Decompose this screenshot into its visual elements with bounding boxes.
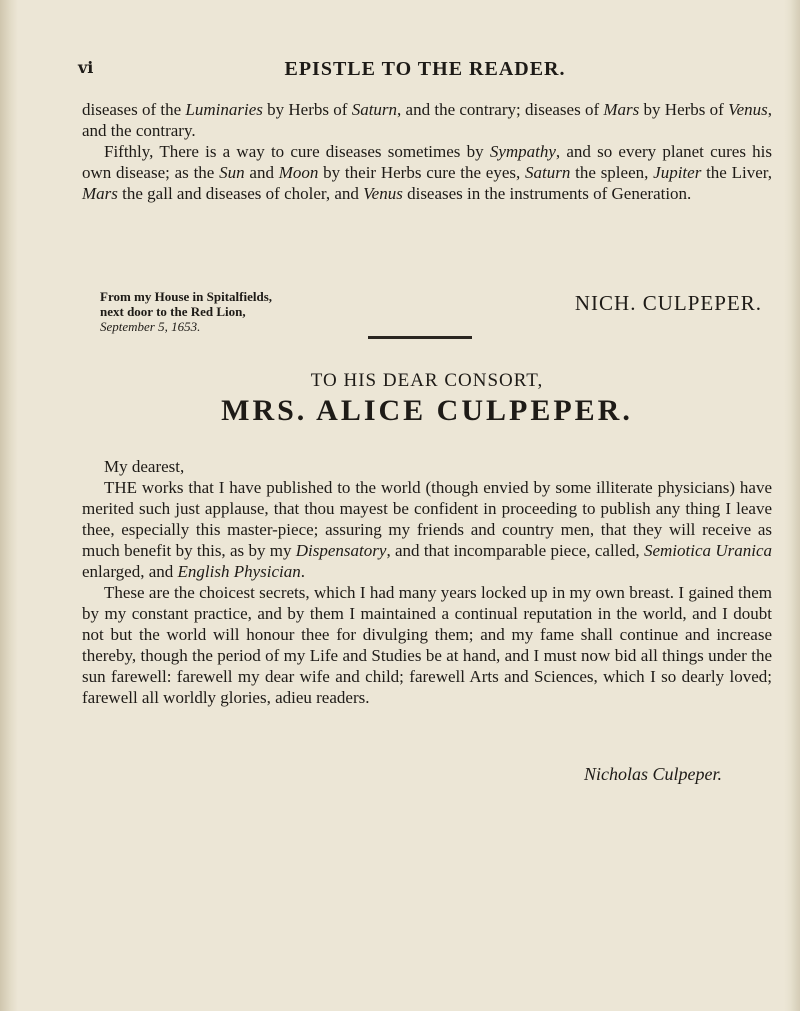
dedication-to-line: TO HIS DEAR CONSORT,: [310, 370, 544, 391]
epistle-paragraph-2: Fifthly, There is a way to cure diseases sometimes by Sympathy, and so every planet cures his own disease; as the Sun and Moon by their Herbs cure the eyes, Saturn the spleen, Jupiter the Liver, Mars the gall and diseases of choler, and Venus diseases in the instruments of Generation.: [82, 142, 773, 203]
section-divider-rule: [368, 336, 472, 339]
page-header: [78, 58, 772, 84]
address-line: next door to the Red Lion,: [100, 304, 246, 319]
dedication-title: MRS. ALICE CULPEPER.: [221, 394, 633, 427]
epistle-paragraph-1: diseases of the Luminaries by Herbs of Saturn, and the contrary; diseases of Mars by Herbs of Venus, and the contrary.: [82, 100, 772, 140]
salutation: My dearest,: [104, 457, 185, 476]
letter-date: September 5, 1653.: [100, 319, 201, 334]
signer-name: NICH. CULPEPER.: [574, 291, 762, 315]
address-line: From my House in Spitalfields,: [100, 289, 273, 304]
dedication-paragraph-2: These are the choicest secrets, which I had many years locked up in my own breast. I gained them by my constant practice, and by them I maintained a continual reputation in the world, and I doubt not but the world will honour thee for divulging them; and my fame shall continue and increase thereby, though the period of my Life and Studies be at hand, and I must now bid all things under the sun farewell: farewell my dear wife and child; farewell Arts and Sciences, which I so dearly loved; farewell all worldly glories, adieu readers.: [82, 583, 772, 707]
dedication-paragraph-1: THE works that I have published to the world (though envied by some illiterate physicians) have merited such just applause, that thou mayest be confident in proceeding to publish any thing I leave thee, especially this master-piece; assuring my friends and country men, that they will receive as much benefit by this, as by my Dispensatory, and that incomparable piece, called, Semiotica Uranica enlarged, and English Physician.: [82, 478, 772, 581]
sender-address: [100, 289, 360, 334]
page-edge-right: [784, 0, 800, 1011]
dedication-text: [82, 456, 772, 708]
closing-signature: Nicholas Culpeper.: [584, 764, 722, 784]
signature-block: [100, 289, 772, 349]
running-head: EPISTLE TO THE READER.: [284, 58, 566, 80]
page-number: vi: [78, 58, 94, 77]
epistle-text: [82, 99, 772, 204]
page-edge-left: [0, 0, 18, 1011]
